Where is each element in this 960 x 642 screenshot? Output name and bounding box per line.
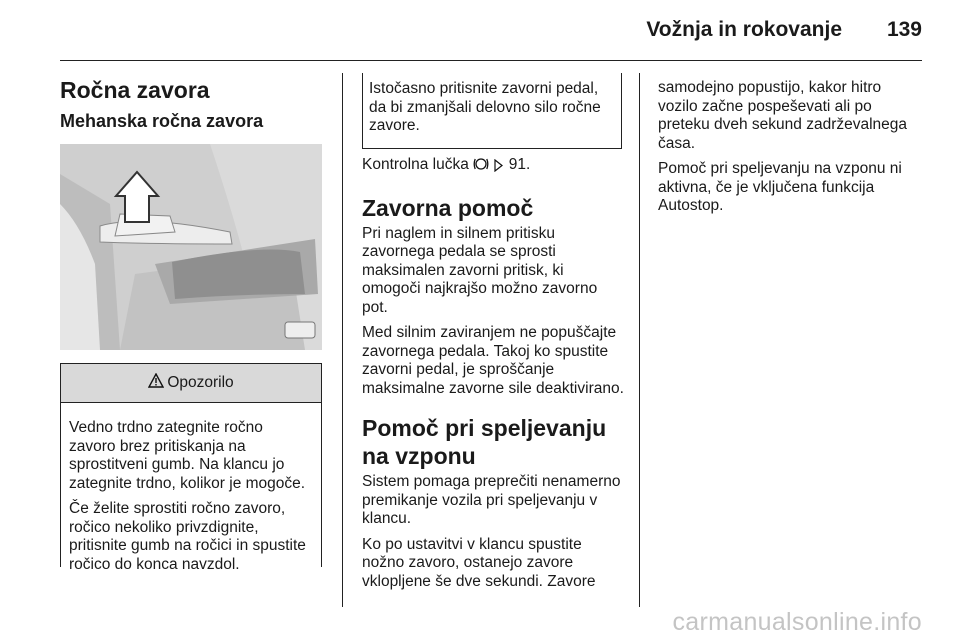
indicator-prefix: Kontrolna lučka	[362, 156, 469, 173]
section-subheading: Mehanska ročna zavora	[60, 111, 264, 131]
warning-triangle-icon	[148, 373, 164, 393]
watermark: carmanualsonline.info	[672, 608, 922, 636]
right-column	[658, 79, 924, 223]
header-rule	[60, 60, 922, 61]
page-reference-arrow-icon	[493, 159, 504, 178]
warning-title: Opozorilo	[167, 374, 234, 391]
column-divider-1	[342, 73, 343, 607]
indicator-line	[362, 156, 626, 178]
section-heading: Ročna zavora	[60, 77, 210, 103]
section-title-brake-assist: Zavorna pomoč	[362, 194, 534, 221]
note-box	[362, 73, 622, 149]
body-paragraph: Pomoč pri speljevanju na vzponu ni aktivna, če je vključena funkcija Autostop.	[658, 160, 902, 214]
body-paragraph: Med silnim zaviranjem ne popuščajte zavornega pedala. Takoj ko spustite zavorni pedal, je sproščanje maksimalne zavorne sile deaktivirano.	[362, 324, 624, 397]
left-column	[60, 76, 322, 150]
section-title-hill-start-assist: Pomoč pri speljevanju na vzponu	[362, 415, 607, 469]
warning-header	[61, 363, 321, 403]
column-divider-2	[639, 73, 640, 607]
middle-column	[362, 156, 626, 598]
body-paragraph: Sistem pomaga preprečiti nenamerno premikanje vozila pri speljevanju v klancu.	[362, 473, 621, 527]
brake-warning-lamp-icon	[473, 156, 489, 178]
handbrake-illustration	[60, 144, 322, 350]
warning-paragraph: Vedno trdno zategnite ročno zavoro brez pritiskanja na sprostitveni gumb. Na klancu jo zategnite trdno, kolikor je mogoče.	[69, 419, 306, 492]
body-paragraph: Ko po ustavitvi v klancu spustite nožno zavoro, ostanejo zavore vklopljene še dve sekundi. Zavore	[362, 535, 596, 590]
handbrake-photo	[60, 144, 322, 350]
warning-box	[60, 363, 322, 573]
page-number: 139	[886, 18, 922, 41]
header-title: Vožnja in rokovanje	[646, 18, 842, 41]
indicator-page-ref[interactable]: 91.	[508, 156, 531, 173]
warning-paragraph: Če želite sprostiti ročno zavoro, ročico nekoliko privzdignite, pritisnite gumb na ročici in spustite ročico do konca navzdol.	[69, 500, 306, 573]
note-text: Istočasno pritisnite zavorni pedal, da bi zmanjšali delovno silo ročne zavore.	[369, 80, 601, 134]
body-paragraph: Pri naglem in silnem pritisku zavornega pedala se sprosti maksimalen zavorni pritisk, ki omogoči najkrajšo možno zavorno pot.	[362, 224, 598, 316]
body-paragraph: samodejno popustijo, kakor hitro vozilo začne pospeševati ali po preteku dveh sekund zadrževalnega časa.	[658, 79, 908, 152]
